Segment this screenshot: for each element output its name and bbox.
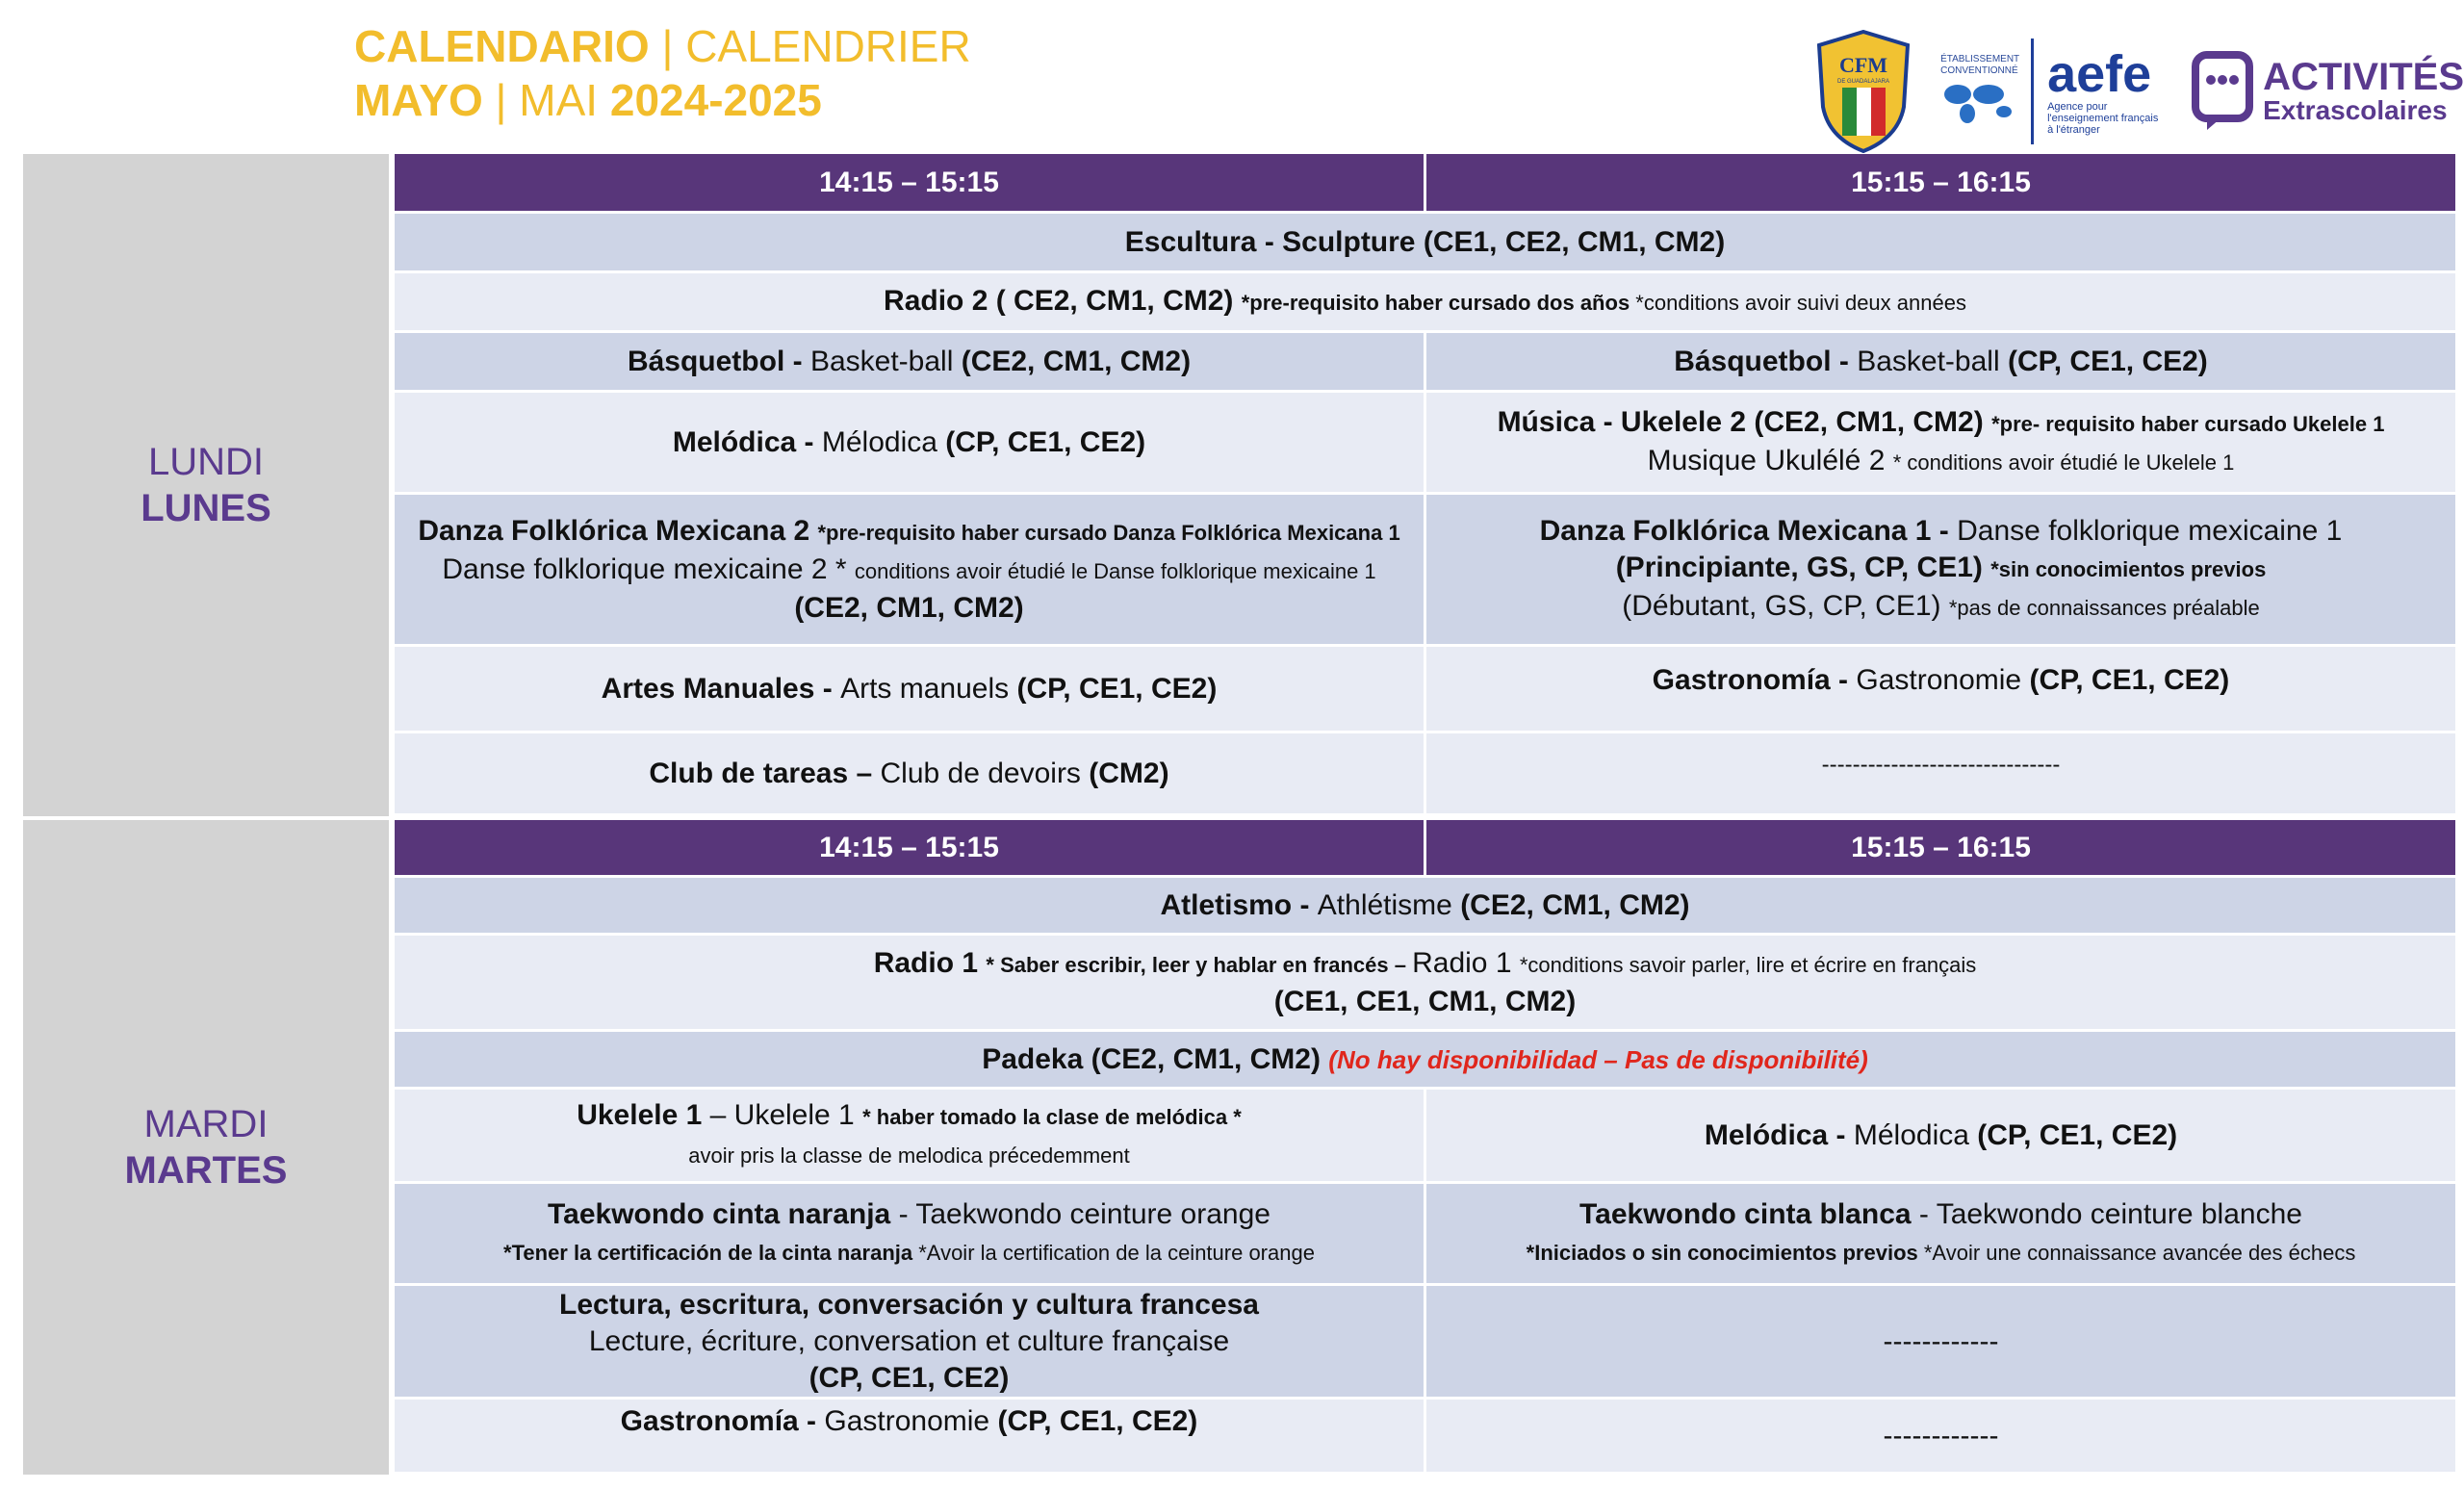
- prereq-es: *sin conocimientos previos: [1990, 556, 2267, 581]
- activity-text-fr: Danse folklorique mexicaine 1: [1957, 514, 2343, 547]
- activity-text-fr: Radio 1: [1412, 946, 1520, 979]
- day-label-mardi: [23, 820, 389, 1475]
- title-line-1: [354, 19, 971, 73]
- schedule-row: [395, 1400, 2458, 1475]
- title-mai: MAI: [519, 75, 610, 125]
- aefe-wordmark: [2047, 47, 2163, 136]
- activity-levels: (CE2, CM1, CM2): [794, 591, 1024, 624]
- activity-danza-2: [395, 495, 1426, 647]
- activity-text-fr: Danse folklorique mexicaine 2 *: [442, 552, 855, 585]
- activity-musica-ukelele-2: [1426, 393, 2458, 495]
- activity-text-fr: Musique Ukulélé 2: [1647, 444, 1893, 476]
- aefe-divider: [2031, 39, 2034, 144]
- activity-text: Básquetbol -: [627, 345, 810, 377]
- prereq-fr: *conditions savoir parler, lire et écrire en français: [1519, 952, 1977, 977]
- title-separator: |: [482, 75, 520, 125]
- activity-text: Taekwondo cinta blanca: [1579, 1197, 1919, 1230]
- prereq-fr: avoir pris la classe de melodica précedemment: [688, 1143, 1130, 1168]
- activity-basquetbol-2: [1426, 333, 2458, 393]
- world-map-icon: [1940, 77, 2017, 125]
- aefe-subtitle: Agence pour l'enseignement français à l'étranger: [2047, 101, 2159, 136]
- chat-bubble-icon: [2192, 51, 2253, 132]
- schedule-row: [395, 495, 2458, 647]
- mardi-schedule-grid: [395, 820, 2458, 1475]
- schedule-row: [395, 273, 2458, 333]
- activity-text: Atletismo -: [1160, 888, 1318, 921]
- activity-radio-2: [395, 273, 2458, 333]
- title-separator: |: [649, 21, 686, 71]
- activites-logo: [2192, 51, 2464, 132]
- mardi-block: [23, 820, 2458, 1475]
- activity-levels: (CP, CE1, CE2): [997, 1405, 1198, 1437]
- activity-text: Música - Ukelele 2 (CE2, CM1, CM2): [1497, 405, 1992, 438]
- activity-text-fr: Mélodica: [1853, 1118, 1978, 1151]
- prereq-fr: *pas de connaissances préalable: [1948, 595, 2260, 620]
- activity-radio-1: [395, 936, 2458, 1032]
- aefe-word: aefe: [2047, 45, 2152, 103]
- activity-text: Club de tareas –: [649, 757, 881, 789]
- title-calendario: CALENDARIO: [354, 21, 650, 71]
- activites-text: [2263, 58, 2464, 125]
- prereq-es: *pre-requisito haber cursado Danza Folklórica Mexicana 1: [817, 520, 1400, 545]
- activity-taekwondo-naranja: [395, 1184, 1426, 1286]
- activity-text-fr: - Taekwondo ceinture blanche: [1918, 1197, 2302, 1230]
- activity-levels: (CP, CE1, CE2): [1016, 672, 1218, 705]
- availability-note: (No hay disponibilidad – Pas de disponibilité): [1328, 1044, 1868, 1074]
- activity-text-fr: Mélodica: [821, 425, 946, 458]
- day-label-fr: LUNDI: [147, 441, 265, 483]
- day-label-fr: MARDI: [143, 1103, 269, 1145]
- activity-danza-1: [1426, 495, 2458, 647]
- empty-slot-text: -------------------------------: [1821, 752, 2061, 778]
- activity-basquetbol-1: [395, 333, 1426, 393]
- activity-gastronomia: [395, 1400, 1426, 1475]
- lundi-schedule-grid: [395, 154, 2458, 816]
- prereq-fr: * conditions avoir étudié le Ukelele 1: [1892, 450, 2235, 475]
- cfm-logo: [1815, 30, 1912, 153]
- schedule-row: [395, 1286, 2458, 1400]
- activity-text: Escultura - Sculpture (CE1, CE2, CM1, CM2): [1124, 225, 1726, 258]
- activity-lectura: [395, 1286, 1426, 1400]
- activity-text-fr: Gastronomie: [824, 1405, 998, 1437]
- logos-area: [1815, 29, 2464, 154]
- day-label-es: MARTES: [124, 1149, 288, 1192]
- prereq-es: *Tener la certificación de la cinta naranja: [503, 1240, 919, 1265]
- prereq-es: *pre-requisito haber cursado dos años: [1241, 290, 1636, 315]
- activity-ukelele-1: [395, 1090, 1426, 1184]
- activity-text-fr: Arts manuels: [840, 672, 1017, 705]
- empty-slot: [1426, 1400, 2458, 1475]
- activity-text-fr: Gastronomie: [1856, 664, 2030, 696]
- activity-text: Gastronomía -: [1652, 664, 1857, 696]
- time-slot-1: 14:15 – 15:15: [395, 154, 1426, 214]
- schedule-row: [395, 1032, 2458, 1090]
- activity-levels: (CP, CE1, CE2): [2007, 345, 2208, 377]
- activity-text: Ukelele 1: [577, 1098, 710, 1131]
- activity-text: Melódica -: [1704, 1118, 1854, 1151]
- activity-text-fr: – Ukelele 1: [709, 1098, 863, 1131]
- activity-artes-manuales: [395, 647, 1426, 733]
- prereq-es: *Iniciados o sin conocimientos previos: [1526, 1240, 1924, 1265]
- empty-slot-text: ------------: [1883, 1324, 1999, 1357]
- time-slot-2: 15:15 – 16:15: [1426, 154, 2458, 214]
- activity-text-fr: - Taekwondo ceinture orange: [898, 1197, 1270, 1230]
- aefe-conventionne: [1940, 54, 2017, 130]
- activity-padeka: [395, 1032, 2458, 1090]
- empty-slot: [1426, 1286, 2458, 1400]
- prereq-es: * Saber escribir, leer y hablar en francés –: [986, 952, 1413, 977]
- prereq-es: * haber tomado la clase de melódica *: [862, 1104, 1242, 1129]
- schedule-row: [395, 878, 2458, 936]
- activity-levels: (CP, CE1, CE2): [945, 425, 1146, 458]
- activity-text: Lectura, escritura, conversación y cultura francesa: [559, 1288, 1259, 1321]
- title-calendrier: CALENDRIER: [685, 21, 971, 71]
- activity-text: Danza Folklórica Mexicana 2: [418, 514, 818, 547]
- activity-text: Danza Folklórica Mexicana 1 -: [1539, 514, 1958, 547]
- prereq-fr: *Avoir une connaissance avancée des échecs: [1923, 1240, 2356, 1265]
- activity-text-fr: Athlétisme: [1317, 888, 1461, 921]
- day-label-es: LUNES: [141, 487, 271, 529]
- schedule-row: [395, 1090, 2458, 1184]
- schedule-row: [395, 1184, 2458, 1286]
- time-slot-2: 15:15 – 16:15: [1426, 820, 2458, 878]
- empty-slot: [1426, 733, 2458, 816]
- activity-levels-fr: (Débutant, GS, CP, CE1): [1622, 589, 1949, 622]
- lundi-block: [23, 154, 2458, 816]
- activity-text: Gastronomía -: [620, 1405, 825, 1437]
- activity-levels: (CP, CE1, CE2): [2029, 664, 2230, 696]
- activity-melodica: [395, 393, 1426, 495]
- aefe-small-text: ÉTABLISSEMENT CONVENTIONNÉ: [1940, 53, 2019, 76]
- prereq-fr: *Avoir la certification de la ceinture orange: [918, 1240, 1315, 1265]
- activity-taekwondo-blanca: [1426, 1184, 2458, 1286]
- activity-atletismo: [395, 878, 2458, 936]
- activity-text: Padeka (CE2, CM1, CM2): [982, 1042, 1329, 1075]
- schedule-row: [395, 647, 2458, 733]
- time-header-row: [395, 820, 2458, 878]
- activity-levels: (Principiante, GS, CP, CE1): [1615, 551, 1991, 583]
- activites-title: ACTIVITÉS: [2263, 56, 2464, 98]
- schedule-row: [395, 393, 2458, 495]
- schedule-row: [395, 333, 2458, 393]
- activity-text-fr: Lecture, écriture, conversation et culture française: [588, 1324, 1230, 1357]
- schedule-row: [395, 936, 2458, 1032]
- aefe-logo: [1940, 39, 2163, 144]
- time-header-row: [395, 154, 2458, 214]
- prereq-fr: conditions avoir étudié le Danse folklorique mexicaine 1: [854, 558, 1376, 583]
- activity-text-fr: Club de devoirs: [880, 757, 1090, 789]
- page-title: [354, 19, 971, 127]
- activity-text: Radio 1: [873, 946, 987, 979]
- activity-text: Básquetbol -: [1674, 345, 1858, 377]
- activity-text-fr: Basket-ball: [809, 345, 962, 377]
- prereq-fr: *conditions avoir suivi deux années: [1635, 290, 1966, 315]
- activity-levels: (CE2, CM1, CM2): [1460, 888, 1690, 921]
- day-label-lundi: [23, 154, 389, 816]
- empty-slot-text: ------------: [1883, 1419, 1999, 1451]
- activity-levels: (CM2): [1089, 757, 1169, 789]
- cfm-logo-subtext: DE GUADALAJARA: [1837, 79, 1890, 85]
- activity-text-fr: Basket-ball: [1857, 345, 2008, 377]
- activity-gastronomia: [1426, 647, 2458, 733]
- activity-levels: (CE1, CE1, CM1, CM2): [1273, 985, 1577, 1017]
- activity-text: Taekwondo cinta naranja: [548, 1197, 899, 1230]
- activity-levels: (CP, CE1, CE2): [808, 1361, 1010, 1394]
- schedule-row: [395, 214, 2458, 273]
- activity-escultura: [395, 214, 2458, 273]
- title-line-2: [354, 73, 971, 127]
- schedule-row: [395, 733, 2458, 816]
- activity-melodica: [1426, 1090, 2458, 1184]
- activity-levels: (CE2, CM1, CM2): [961, 345, 1192, 377]
- time-slot-1: 14:15 – 15:15: [395, 820, 1426, 878]
- title-year: 2024-2025: [609, 75, 822, 125]
- prereq-es: *pre- requisito haber cursado Ukelele 1: [1991, 411, 2385, 436]
- cfm-logo-text: CFM: [1839, 53, 1888, 77]
- activity-text: Artes Manuales -: [601, 672, 841, 705]
- activites-subtitle: Extrascolaires: [2263, 95, 2448, 125]
- title-mayo: MAYO: [354, 75, 483, 125]
- activity-levels: (CP, CE1, CE2): [1977, 1118, 2178, 1151]
- activity-club-de-tareas: [395, 733, 1426, 816]
- activity-text: Melódica -: [672, 425, 822, 458]
- activity-text: Radio 2 ( CE2, CM1, CM2): [884, 284, 1242, 317]
